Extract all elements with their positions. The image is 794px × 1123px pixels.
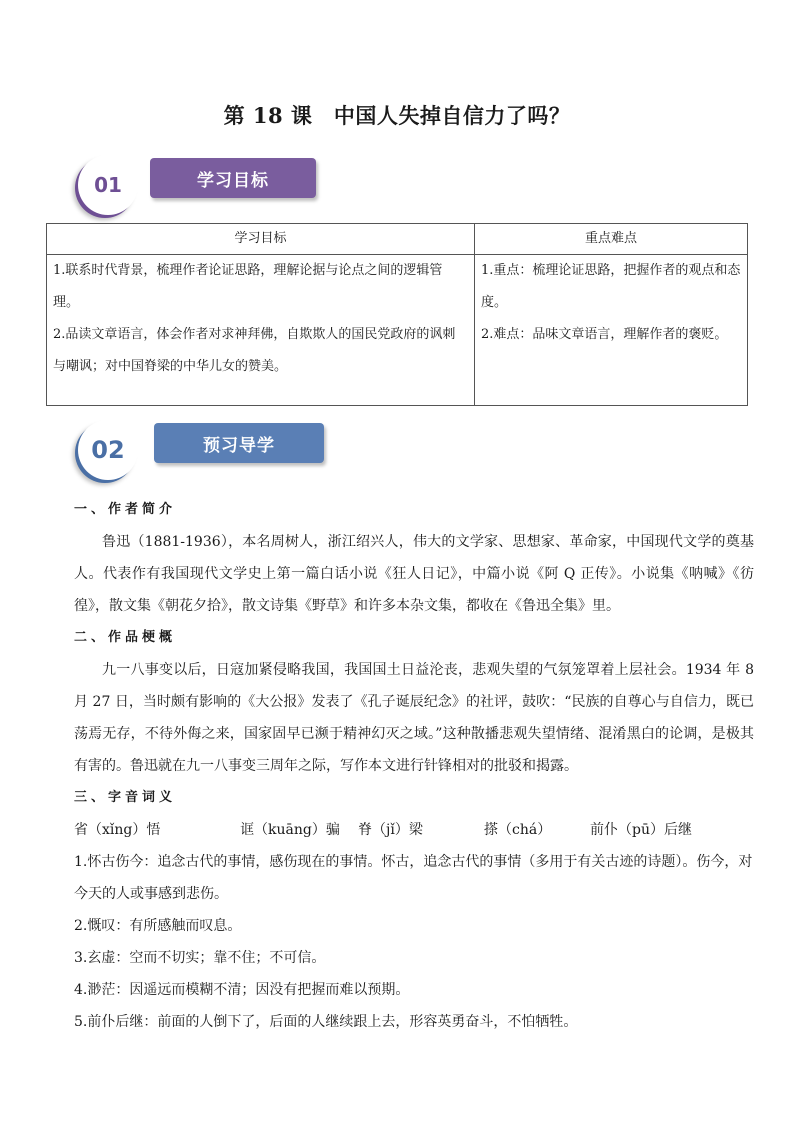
section-heading: 一、作者简介 [74, 502, 177, 517]
goal-item: 2.品读文章语言，体会作者对求神拜佛，自欺欺人的国民党政府的讽刺与嘲讽；对中国脊梁的中华儿女的赞美。 [53, 327, 456, 374]
key-point-item: 2.难点：品味文章语言，理解作者的褒贬。 [481, 327, 728, 342]
badge-label: 预习导学 [154, 423, 324, 463]
work-summary: 九一八事变以后，日寇加紧侵略我国，我国国土日益沦丧，悲观失望的气氛笼罩着上层社会。1934 年 8 月 27 日，当时颇有影响的《大公报》发表了《孔子诞辰纪念》的社评，鼓吹：“民族的自尊心与自信力，既已荡焉无存，不待外侮之来，国家固早已濒于精神幻灭之域。”这种散播悲观失望情绪、混淆黑白的论调，是极其有害的。鲁迅就在九一八事变三周年之际，写作本文进行针锋相对的批驳和揭露。 [74, 662, 754, 774]
badge-number: 01 [78, 155, 138, 215]
table-header-row [47, 224, 748, 255]
key-points-cell [475, 255, 748, 406]
definition-item: 5.前仆后继：前面的人倒下了，后面的人继续跟上去，形容英勇奋斗，不怕牺牲。 [74, 1014, 578, 1030]
key-point-item: 1.重点：梳理论证思路，把握作者的观点和态度。 [481, 263, 741, 310]
badge-label: 学习目标 [150, 158, 316, 198]
goals-cell [47, 255, 475, 406]
definition-item: 4.渺茫：因遥远而模糊不清；因没有把握而难以预期。 [74, 982, 410, 998]
pinyin-item: 搽（chá） [484, 822, 552, 838]
table-header: 重点难点 [475, 224, 748, 255]
badge-number: 02 [78, 420, 138, 480]
pinyin-item: 脊（jǐ）梁 [358, 822, 423, 838]
goals-table [46, 223, 748, 406]
pinyin-row [74, 814, 754, 846]
author-intro: 鲁迅（1881-1936），本名周树人，浙江绍兴人，伟大的文学家、思想家、革命家，中国现代文学的奠基人。代表作有我国现代文学史上第一篇白话小说《狂人日记》，中篇小说《阿 Q 正传》。小说集《呐喊》《彷徨》，散文集《朝花夕拾》，散文诗集《野草》和许多本杂文集，都收在《鲁迅全集》里。 [74, 534, 754, 614]
definition-item: 2.慨叹：有所感触而叹息。 [74, 918, 242, 934]
section-badge-goals [78, 155, 338, 217]
preview-section [74, 494, 754, 1038]
definition-item: 3.玄虚：空而不切实；靠不住；不可信。 [74, 950, 326, 966]
pinyin-item: 前仆（pū）后继 [590, 822, 692, 838]
definition-item: 1.怀古伤今：追念古代的事情，感伤现在的事情。怀古，追念古代的事情（多用于有关古迹的诗题）。伤今，对今天的人或事感到悲伤。 [74, 854, 753, 902]
pinyin-item: 省（xǐng）悟 [74, 822, 161, 838]
section-badge-preview [78, 420, 338, 482]
goal-item: 1.联系时代背景，梳理作者论证思路，理解论据与论点之间的逻辑管理。 [53, 263, 443, 310]
section-heading: 三、字音词义 [74, 790, 177, 805]
section-heading: 二、作品梗概 [74, 630, 177, 645]
table-header: 学习目标 [47, 224, 475, 255]
table-row [47, 255, 748, 406]
page-title: 第 18 课 中国人失掉自信力了吗？ [223, 103, 571, 128]
pinyin-item: 诓（kuāng）骗 [240, 822, 340, 838]
